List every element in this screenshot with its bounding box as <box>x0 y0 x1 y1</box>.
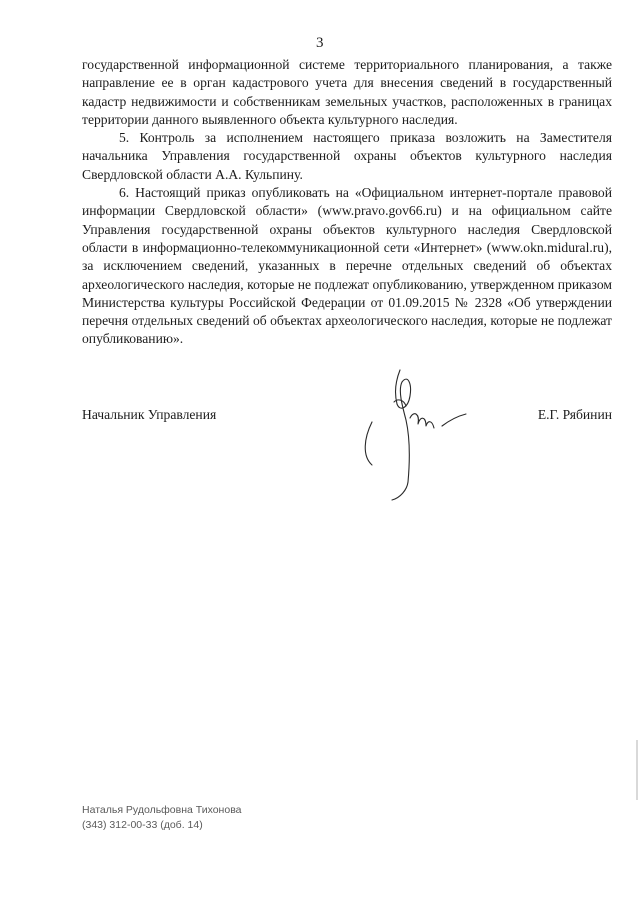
executor-info <box>82 803 242 833</box>
paragraph-continuation: государственной информационной системе территориального планирования, а также направление ее в орган кадастрового учета для внесения сведений в государственный кадастр недвижимости и собственникам земельных участков, расположенных в границах территории данного выявленного объекта культурного наследия. <box>82 57 612 127</box>
scan-edge-line <box>636 740 638 800</box>
paragraph-item-6: 6. Настоящий приказ опубликовать на «Официальном интернет-портале правовой информации Свердловской области» (www.pravo.gov66.ru) и на официальном сайте Управления государственной охраны объектов культурного наследия Свердловской области в информационно-телекоммуникационной сети «Интернет» (www.okn.midural.ru), за исключением сведений, указанных в перечне отдельных сведений об объектах археологического наследия, которые не подлежат опубликованию, утвержденном приказом Министерства культуры Российской Федерации от 01.09.2015 № 2328 «Об утверждении перечня отдельных сведений об объектах археологического наследия, которые не подлежат опубликованию». <box>82 185 612 347</box>
signer-name: Е.Г. Рябинин <box>537 407 612 422</box>
signer-title: Начальник Управления <box>82 407 217 422</box>
document-body <box>82 56 612 349</box>
executor-phone: (343) 312-00-33 (доб. 14) <box>82 819 203 831</box>
executor-name: Наталья Рудольфовна Тихонова <box>82 804 242 816</box>
signature-block <box>82 407 612 427</box>
page-number: 3 <box>316 35 324 51</box>
handwritten-signature <box>350 360 480 505</box>
paragraph-item-5: 5. Контроль за исполнением настоящего приказа возложить на Заместителя начальника Управления государственной охраны объектов культурного наследия Свердловской области А.А. Кульпину. <box>82 130 612 182</box>
